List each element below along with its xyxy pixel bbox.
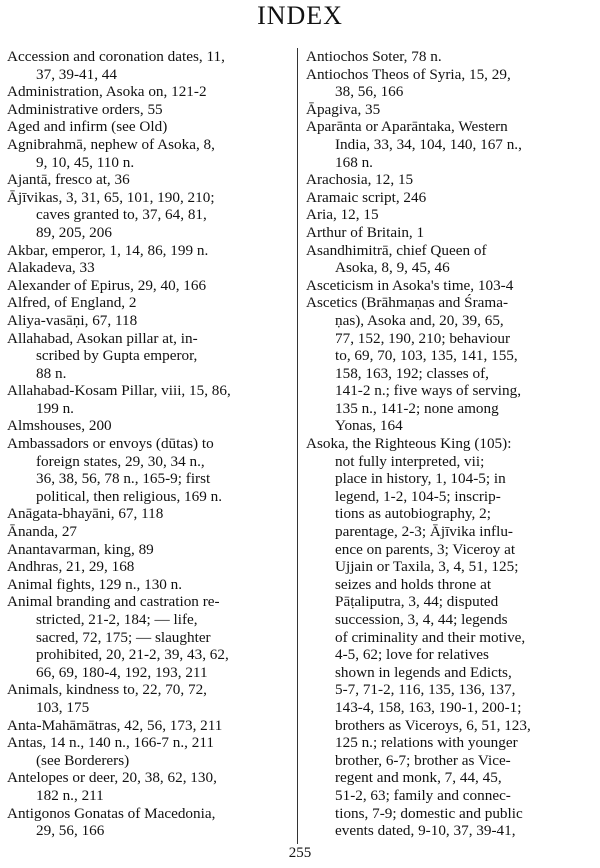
entry-heading-line: Aria, 12, 15	[306, 206, 379, 224]
entry-heading-line: Aged and infirm (see Old)	[7, 118, 168, 136]
index-entry	[7, 435, 290, 505]
index-entry	[7, 48, 290, 83]
entry-heading-line: Ascetics (Brāhmaṇas and Śrama-	[306, 294, 509, 312]
entry-continuation-line: 88 n.	[36, 364, 67, 382]
entry-heading-line: Antiochos Theos of Syria, 15, 29,	[306, 65, 511, 83]
entry-continuation-line: prohibited, 20, 21-2, 39, 43, 62,	[36, 646, 229, 664]
index-entry	[306, 171, 594, 189]
entry-continuation-line: 29, 56, 166	[36, 822, 105, 840]
index-entry	[7, 136, 290, 171]
entry-heading-line: Administration, Asoka on, 121-2	[7, 83, 207, 101]
entry-continuation-line: Asoka, 8, 9, 45, 46	[335, 259, 450, 277]
entry-continuation-line: 143-4, 158, 163, 190-1, 200-1;	[335, 698, 522, 716]
entry-continuation-line: Pāṭaliputra, 3, 44; disputed	[335, 593, 499, 611]
entry-heading-line: Alfred, of England, 2	[7, 294, 137, 312]
entry-continuation-line: 141-2 n.; five ways of serving,	[335, 382, 522, 400]
entry-continuation-line: 9, 10, 45, 110 n.	[36, 153, 135, 171]
index-entry	[306, 206, 594, 224]
index-entry	[7, 189, 290, 242]
entry-heading-line: Almshouses, 200	[7, 417, 112, 435]
entry-heading-line: Ajantā, fresco at, 36	[7, 171, 130, 189]
index-entry	[7, 734, 290, 769]
index-entry	[7, 330, 290, 383]
entry-heading-line: Ambassadors or envoys (dūtas) to	[7, 435, 214, 453]
index-entry	[7, 576, 290, 594]
entry-continuation-line: stricted, 21-2, 184; — life,	[36, 611, 198, 628]
entry-continuation-line: 125 n.; relations with younger	[335, 734, 518, 752]
index-entry	[7, 83, 290, 101]
index-entry	[7, 541, 290, 559]
entry-continuation-line: regent and monk, 7, 44, 45,	[335, 769, 502, 787]
entry-heading-line: Aliya-vasāṇi, 67, 118	[7, 311, 138, 329]
entry-heading-line: Alexander of Epirus, 29, 40, 166	[7, 276, 207, 294]
entry-continuation-line: (see Borderers)	[36, 751, 130, 769]
entry-continuation-line: ṇas), Asoka and, 20, 39, 65,	[335, 311, 504, 329]
entry-continuation-line: parentage, 2-3; Ājīvika influ-	[335, 523, 513, 541]
entry-heading-line: Anta-Mahāmātras, 42, 56, 173, 211	[7, 716, 223, 734]
entry-continuation-line: Yonas, 164	[335, 417, 403, 435]
index-entry	[7, 294, 290, 312]
index-entry	[7, 259, 290, 277]
index-entry	[7, 769, 290, 804]
entry-continuation-line: shown in legends and Edicts,	[335, 663, 512, 681]
entry-heading-line: Ānanda, 27	[7, 523, 78, 541]
entry-continuation-line: 36, 38, 56, 78 n., 165-9; first	[36, 470, 211, 488]
entry-continuation-line: political, then religious, 169 n.	[36, 487, 223, 505]
entry-heading-line: Allahabad, Asokan pillar at, in-	[7, 329, 198, 347]
index-entry	[7, 171, 290, 189]
entry-heading-line: Arachosia, 12, 15	[306, 171, 414, 189]
entry-heading-line: Allahabad-Kosam Pillar, viii, 15, 86,	[7, 382, 231, 400]
entry-heading-line: Animal fights, 129 n., 130 n.	[7, 575, 183, 593]
entry-continuation-line: India, 33, 34, 104, 140, 167 n.,	[335, 135, 522, 153]
entry-heading-line: Administrative orders, 55	[7, 100, 163, 118]
left-column	[7, 48, 290, 840]
index-entry	[7, 417, 290, 435]
entry-continuation-line: brother, 6-7; brother as Vice-	[335, 751, 511, 769]
index-entry	[7, 805, 290, 840]
index-entry	[306, 294, 594, 435]
entry-continuation-line: tions, 7-9; domestic and public	[335, 804, 523, 822]
entry-heading-line: Akbar, emperor, 1, 14, 86, 199 n.	[7, 241, 209, 259]
entry-continuation-line: to, 69, 70, 103, 135, 141, 155,	[335, 347, 518, 365]
column-divider	[297, 48, 298, 844]
entry-continuation-line: 182 n., 211	[36, 786, 104, 804]
entry-continuation-line: 135 n., 141-2; none among	[335, 399, 499, 417]
entry-heading-line: Antiochos Soter, 78 n.	[306, 48, 442, 65]
index-entry	[306, 48, 594, 66]
entry-heading-line: Arthur of Britain, 1	[306, 223, 425, 241]
index-entry	[306, 118, 594, 171]
index-entry	[7, 312, 290, 330]
entry-continuation-line: 66, 69, 180-4, 192, 193, 211	[36, 663, 208, 681]
index-entry	[306, 189, 594, 207]
entry-continuation-line: caves granted to, 37, 64, 81,	[36, 206, 207, 224]
entry-heading-line: Aramaic script, 246	[306, 188, 427, 206]
entry-continuation-line: place in history, 1, 104-5; in	[335, 470, 506, 488]
entry-heading-line: Antelopes or deer, 20, 38, 62, 130,	[7, 769, 217, 787]
entry-continuation-line: 77, 152, 190, 210; behaviour	[335, 329, 511, 347]
entry-continuation-line: 37, 39-41, 44	[36, 65, 117, 83]
page-title: INDEX	[257, 1, 343, 30]
entry-continuation-line: scribed by Gupta emperor,	[36, 347, 198, 365]
index-entry	[7, 717, 290, 735]
index-entry	[7, 242, 290, 260]
entry-continuation-line: succession, 3, 4, 44; legends	[335, 611, 508, 628]
entry-heading-line: Animals, kindness to, 22, 70, 72,	[7, 681, 207, 699]
entry-heading-line: Asceticism in Asoka's time, 103-4	[306, 276, 514, 294]
entry-continuation-line: sacred, 72, 175; — slaughter	[36, 628, 211, 646]
index-entry	[7, 118, 290, 136]
entry-heading-line: Accession and coronation dates, 11,	[7, 48, 225, 65]
entry-continuation-line: foreign states, 29, 30, 34 n.,	[36, 452, 205, 470]
index-entry	[306, 224, 594, 242]
entry-continuation-line: ence on parents, 3; Viceroy at	[335, 540, 516, 558]
index-entry	[306, 66, 594, 101]
index-entry	[7, 593, 290, 681]
entry-heading-line: Ājīvikas, 3, 31, 65, 101, 190, 210;	[7, 188, 215, 206]
entry-continuation-line: seizes and holds throne at	[335, 575, 492, 593]
entry-heading-line: Agnibrahmā, nephew of Asoka, 8,	[7, 135, 215, 153]
index-entry	[306, 277, 594, 295]
entry-heading-line: Aparānta or Aparāntaka, Western	[306, 118, 508, 136]
right-column	[306, 48, 594, 840]
entry-heading-line: Asoka, the Righteous King (105):	[306, 435, 512, 453]
index-entry	[7, 277, 290, 295]
entry-heading-line: Āpagiva, 35	[306, 100, 381, 118]
entry-continuation-line: 51-2, 63; family and connec-	[335, 786, 511, 804]
entry-heading-line: Animal branding and castration re-	[7, 593, 220, 611]
index-entry	[7, 558, 290, 576]
entry-continuation-line: 103, 175	[36, 698, 90, 716]
entry-heading-line: Andhras, 21, 29, 168	[7, 558, 135, 576]
entry-continuation-line: 4-5, 62; love for relatives	[335, 646, 489, 664]
entry-continuation-line: 168 n.	[335, 153, 373, 171]
entry-continuation-line: 199 n.	[36, 399, 74, 417]
entry-continuation-line: of criminality and their motive,	[335, 628, 526, 646]
entry-continuation-line: Ujjain or Taxila, 3, 4, 51, 125;	[335, 558, 519, 576]
entry-heading-line: Alakadeva, 33	[7, 259, 95, 277]
entry-continuation-line: brothers as Viceroys, 6, 51, 123,	[335, 716, 531, 734]
index-entry	[7, 523, 290, 541]
entry-continuation-line: legend, 1-2, 104-5; inscrip-	[335, 487, 501, 505]
entry-continuation-line: events dated, 9-10, 37, 39-41,	[335, 822, 516, 840]
entry-heading-line: Antas, 14 n., 140 n., 166-7 n., 211	[7, 734, 214, 752]
index-entry	[306, 242, 594, 277]
index-entry	[7, 101, 290, 119]
entry-heading-line: Anantavarman, king, 89	[7, 540, 154, 558]
index-entry	[7, 681, 290, 716]
index-entry	[306, 435, 594, 840]
index-entry	[306, 101, 594, 119]
entry-continuation-line: tions as autobiography, 2;	[335, 505, 491, 523]
entry-continuation-line: 5-7, 71-2, 116, 135, 136, 137,	[335, 681, 516, 699]
entry-continuation-line: 89, 205, 206	[36, 223, 112, 241]
index-entry	[7, 505, 290, 523]
entry-continuation-line: not fully interpreted, vii;	[335, 452, 485, 470]
index-entry	[7, 382, 290, 417]
page-number: 255	[288, 845, 312, 861]
entry-heading-line: Anāgata-bhayāni, 67, 118	[7, 505, 164, 523]
entry-continuation-line: 38, 56, 166	[335, 83, 404, 101]
entry-continuation-line: 158, 163, 192; classes of,	[335, 364, 489, 382]
entry-heading-line: Antigonos Gonatas of Macedonia,	[7, 804, 216, 822]
entry-heading-line: Asandhimitrā, chief Queen of	[306, 241, 487, 259]
